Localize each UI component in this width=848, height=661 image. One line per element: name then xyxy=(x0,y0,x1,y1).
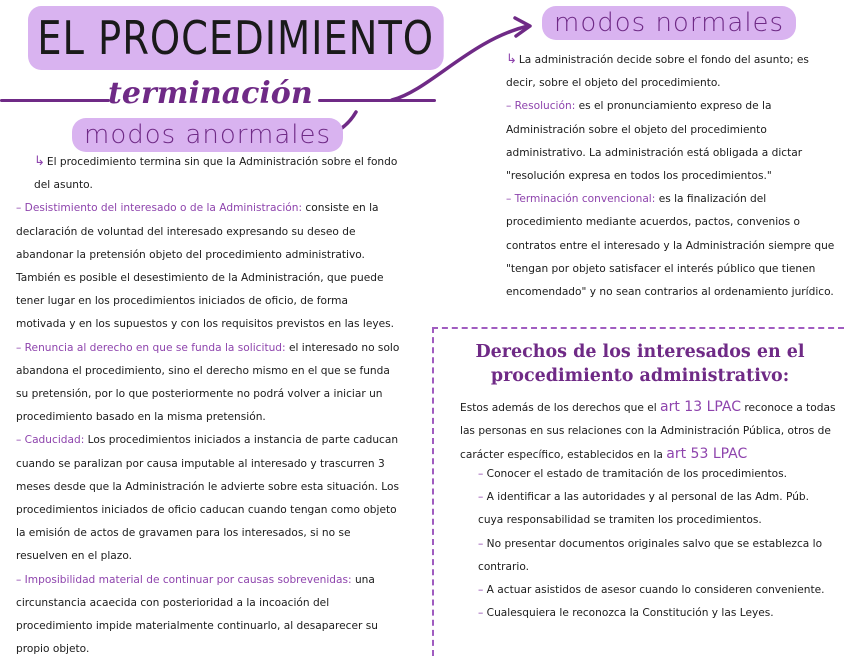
law-reference: art 53 LPAC xyxy=(666,446,748,463)
page-title: EL PROCEDIMIENTO xyxy=(28,6,443,70)
dashed-divider-left xyxy=(432,327,434,656)
anormales-item: – Desistimiento del interesado o de la Administración: consiste en la declaración de voluntad del interesado expresando su deseo de abandonar la pretensión objeto del procedimiento administrativo. También es posible el desestimiento de la Administración, que puede tener lugar en los procedimientos iniciados de oficio, de forma motivada y en los supuestos y con los requisitos previstos en las leyes. xyxy=(16,202,395,331)
list-item: – A identificar a las autoridades y al personal de las Adm. Púb. cuya responsabilidad se tramiten los procedimientos. xyxy=(478,491,809,527)
list-item: – Cualesquiera le reconozca la Constitución y las Leyes. xyxy=(478,607,774,620)
section-title-normales: modos normales xyxy=(542,6,796,40)
list-item: – No presentar documentos originales salvo que se establezca lo contrario. xyxy=(478,537,823,573)
normales-item: – Terminación convencional: es la finalización del procedimiento mediante acuerdos, pactos, convenios o contratos entre el interesado y la Administración siempre que "tengan por objeto satisfacer el interés público que tienen encomendado" y no sean contrarios al ordenamiento jurídico. xyxy=(506,193,835,299)
dashed-divider-top xyxy=(432,327,844,329)
title-rule-right xyxy=(318,99,436,102)
arrow-right-icon: ↳ xyxy=(506,52,517,67)
list-item: – A actuar asistidos de asesor cuando lo consideren conveniente. xyxy=(478,584,825,597)
derechos-list xyxy=(478,463,836,625)
derechos-intro: Estos además de los derechos que el art 13 LPAC reconoce a todas las personas en sus relaciones con la Administración Pública, otros de carácter específico, establecidos en la art 53 LPAC xyxy=(460,399,836,463)
list-item: – Conocer el estado de tramitación de los procedimientos. xyxy=(478,468,788,480)
section-anormales xyxy=(16,150,400,661)
law-reference: art 13 LPAC xyxy=(660,399,742,415)
anormales-item: – Renuncia al derecho en que se funda la solicitud: el interesado no solo abandona el procedimiento, sino el derecho mismo en el que se funda su pretensión, por lo que posteriormente no podrá volver a iniciar un procedimiento basado en la misma pretensión. xyxy=(16,341,400,424)
normales-intro: ↳ La administración decide sobre el fondo del asunto; es decir, sobre el objeto del procedimiento. xyxy=(506,52,809,90)
anormales-item: – Imposibilidad material de continuar por causas sobrevenidas: una circunstancia acaecida con posterioridad a la incoación del procedimiento impide materialmente continuarlo, al desaparecer su propio objeto. xyxy=(16,573,378,656)
anormales-intro: ↳ El procedimiento termina sin que la Administración sobre el fondo del asunto. xyxy=(34,154,398,192)
section-normales xyxy=(506,48,836,304)
normales-item: – Resolución: es el pronunciamiento expreso de la Administración sobre el objeto del procedimiento administrativo. La administración está obligada a dictar "resolución expresa en todos los procedimientos." xyxy=(506,100,803,183)
section-title-anormales: modos anormales xyxy=(72,118,343,152)
title-rule-left xyxy=(0,99,110,102)
arrow-right-icon: ↳ xyxy=(34,154,45,169)
derechos-title: Derechos de los interesados en el procedimiento administrativo: xyxy=(475,342,805,386)
anormales-item: – Caducidad: Los procedimientos iniciados a instancia de parte caducan cuando se paralizan por causa imputable al interesado y trascurren 3 meses desde que la Administración le advierte sobre esta situación. Los procedimientos iniciados de oficio caducan cuando tengan como objeto la emisión de actos de gravamen para los interesados, si no se resuelven en el plazo. xyxy=(16,434,400,563)
subtitle: terminación xyxy=(108,76,313,111)
